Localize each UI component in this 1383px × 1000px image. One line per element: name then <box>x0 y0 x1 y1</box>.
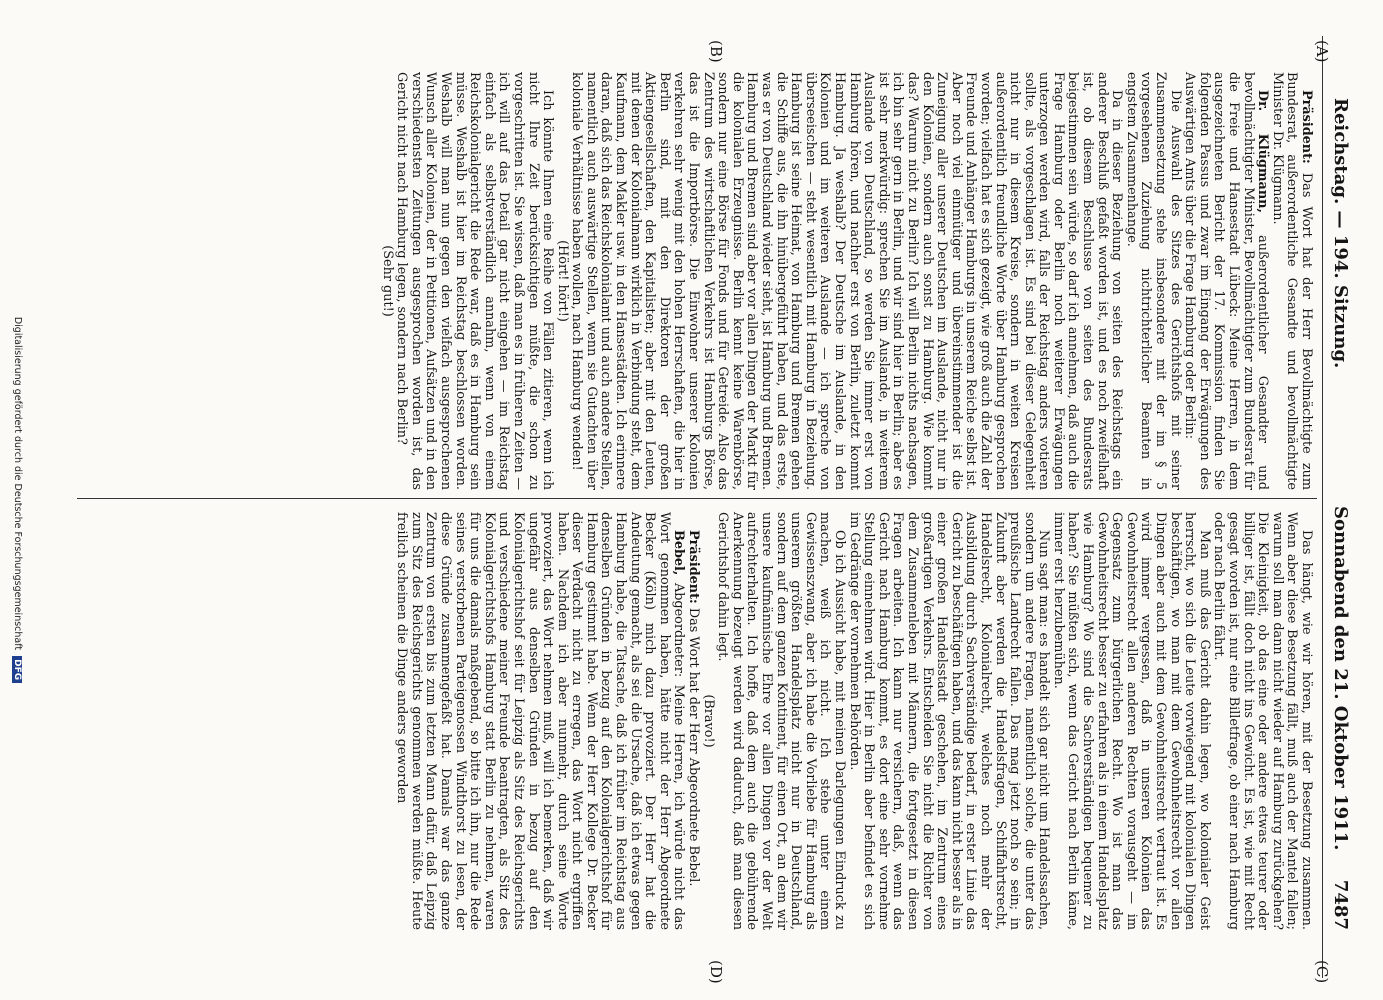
interjection: (Bravo!) <box>700 694 716 748</box>
page-header <box>1321 36 1351 978</box>
speaker-name: Präsident: <box>686 530 702 604</box>
text-column-left <box>379 72 1313 490</box>
header-session: Reichstag. — 194. Sitzung. <box>1330 98 1351 369</box>
quote-paragraph: Die Auswahl des Sitzes des Gerichtshofs mit seiner Zusammensetzung stehe insbesondere mit der im § 5 vorgesehenen Zuziehung nichtrichterlicher Beamten in engstem Zusammenhange. <box>1123 72 1183 490</box>
page-number: 7487 <box>1330 879 1351 930</box>
speaker-name: Präsident: <box>1299 90 1314 164</box>
paragraph: Da in dieser Beziehung von seiten des Reichstags ein anderer Beschluß gefaßt worden ist, und es noch zweifelhaft ist, ob diesem Beschlusse von seiten des Bundesrats beigestimmen sein würde, so darf ich annehmen, daß auch die Frage Hamburg oder Berlin noch weiterer Erwägungen unterzogen werden wird, falls der Reichstag anders votieren sollte, als vorgeschlagen ist. Es sind bei dieser Gelegenheit nicht nur in diesem Kreise, sondern in weiten Kreisen außerordentlich freundliche Worte über Hamburg gesprochen worden; vielfach hat es sich gezeigt, wie groß auch die Zahl der Freunde und Anhänger Hamburgs in unserem Reiche selbst ist. Aber noch viel einmütiger und übereinstimmender ist die Zuneigung aller unserer Deutschen im Auslande, nicht nur in den Kolonien, sondern auch sonst zu Hamburg. Wie kommt das? Warum nicht zu Berlin? Ich will Berlin nichts nachsagen, ich bin sehr gern in Berlin, und wir sind hier in Berlin; aber es ist sehr merkwürdig: sprechen Sie im Auslande, in weiterem Auslande von Deutschland, so werden Sie immer erst von Hamburg hören, und nachher erst von Berlin, zuletzt kommt Hamburg. Ja weshalb? Der Deutsche im Auslande, in den Kolonien und im weiteren Auslande — ich spreche von überseeischen — steht wesentlich mit Hamburg in Beziehung. Hamburg ist seine Heimat, von Hamburg und Bremen gehen die Schiffe aus, die ihn hinübergeführt haben, und das erste, was er von Deutschland wieder sieht, ist Hamburg und Bremen. Hamburg und Bremen sind aber vor allen Dingen der Markt für die kolonialen Erzeugnisse. Berlin kennt keine Warenbörse, sondern nur eine Börse für Fonds und für Getreide. Also das Zentrum des wirtschaftlichen Verkehrs ist Hamburgs Börse, das ist die Importbörse. Die Einwohner unserer Kolonien verkehren sehr wenig mit den hohen Herrschaften, die hier in Berlin sind, mit den Direktoren der großen Aktiengesellschaften, den Kapitalisten; aber mit den Leuten, mit denen der Kolonialmann wirklich in Verbindung steht, dem Kaufmann, dem Makler usw. in den Hansestädten. Ich erinnere daran, daß sich das Reichskolonialamt und auch andere Stellen, namentlich auch auswärtige Stellen, wenn sie Gutachten über koloniale Verhältnisse haben wollen, nach Hamburg wenden! <box>569 72 1125 490</box>
speaker-name: Dr. Klügmann, <box>1255 90 1271 213</box>
speaker-name: Bebel, <box>671 530 687 576</box>
paragraph: Nun sagt man: es handelt sich gar nicht um Handelssachen, sondern um andere Fragen, namentlich solche, die unter das preußische Landrecht fallen. Das mag jetzt noch so sein; in Zukunft aber werden die Handelsfragen, Schiffahrtsrecht, Handelsrecht, Kolonialrecht, welches noch mehr der Ausbildung durch Sachverständige bedarf, in erster Linie das Gericht zu beschäftigen haben, und das kann nicht besser als in einer großen Handelsstadt geschehen, im Zentrum eines großartigen Verkehrs. Entscheiden Sie nicht die Richter von dem Zusammenleben mit Männern, die fortgesetzt in diesen Fragen arbeiten. Ich kann nur versichern, daß, wenn das Gericht nach Hamburg kommt, es dort eine sehr vornehme Stellung einnehmen wird. Hier in Berlin aber befindet es sich im Gedränge der vornehmen Behörden. <box>846 512 1052 930</box>
margin-mark-c: (C) <box>1313 960 1331 984</box>
paragraph: Ich könnte Ihnen eine Reihe von Fällen zitieren, wenn ich nicht Ihre Zeit berücksichtigen müßte, die schon zu vorgeschritten ist. Sie wissen, daß man es in früheren Zeiten — ich will auf das Detail gar nicht eingehen — im Reichstag einfach als selbstverständlich annahm, wenn von einem Reichskolonialgericht die Rede war, daß es in Hamburg sein müsse. Weshalb ist hier im Reichstag beschlossen worden. Weshalb will man nun gegen den vielfach ausgesprochenen Wunsch aller Kolonien, der in Petitionen, Aufsätzen und in den verschiedensten Zeitungen ausgesprochen worden ist, das Gericht nicht nach Hamburg legen, sondern nach Berlin? <box>394 72 556 490</box>
paragraph <box>1182 72 1270 490</box>
column-divider <box>77 498 1317 499</box>
paragraph-text: Abgeordneter: Meine Herren, ich würde nicht das Wort genommen haben, hätte nicht der Herr Abgeordnete Becker (Köln) mich dazu provoziert. Der Herr hat die Andeutung gemacht, als sei die Ursache, daß ich etwas gegen Hamburg habe, die Tatsache, daß ich früher im Reichstag aus denselben Gründen in bezug auf den Kolonialgerichtshof für Hamburg gestimmt habe. Wenn der Herr Kollege Dr. Becker dieser Verdacht nicht zu erregen, das Wort nicht ergriffen haben. Nachdem ich aber nunmehr, durch seine Worte provoziert, das Wort nehmen muß, will ich bemerken, daß wir ungefähr aus denselben Gründen in bezug auf den Kolonialgerichtshof seit für Leipzig als Sitz des Reichsgerichts und verschiedene meiner Freunde beantragten, als Sitz des Kolonialgerichtshofs Hamburg statt Berlin zu nehmen, waren für uns die damals maßgebend, so bitte ich ihn, nur die Rede seines verstorbenen Parteigenossen Windthorst zu lesen, der diese Gründe zusammengefaßt hat. Damals war das ganze Zentrum von ersten bis zum letzten Mann dafür, daß Leipzig zum Sitz des Reichsgerichts genommen werden müßte. Heute freilich scheinen die Dinge anders geworden <box>394 512 687 930</box>
margin-mark-b: (B) <box>707 40 725 63</box>
text-column-right <box>394 512 1313 930</box>
margin-mark-d: (D) <box>707 960 725 984</box>
header-rule <box>1322 36 1323 978</box>
paragraph: Das hängt, wie wir hören, mit der Besetzung zusammen. Wenn aber diese Besetzung fällt, muß auch der Mantel fallen; warum soll man dann nicht wieder auf Hamburg zurückgehen? Die Kleinigkeit, ob das eine oder andere etwas teurer oder billiger ist, fällt doch nicht ins Gewicht. Es ist, wie mit Recht gesagt worden ist, nur eine Billetfrage, ob einer nach Hamburg oder nach Berlin fährt. <box>1211 512 1314 930</box>
interjection: (Sehr gut!) <box>379 245 395 317</box>
margin-mark-a: (A) <box>1313 40 1331 63</box>
paragraph-text: Das Wort hat der Herr Abgeordnete Bebel. <box>686 603 702 887</box>
paragraph-text: Das Wort hat der Herr Bevollmächtigte zum Bundesrat, außerordentliche Gesandte und bevollmächtigte Minister Dr. Klügmann. <box>1269 72 1314 490</box>
paragraph <box>1269 72 1313 490</box>
digitization-credit <box>12 0 23 1000</box>
interjection: (Hört! hört!) <box>554 240 570 322</box>
paragraph <box>685 512 700 930</box>
credit-text: Digitalisierung gefördert durch die Deutsche Forschungsgemeinschaft <box>12 316 23 651</box>
paragraph-text: außerordentlicher Gesandter und bevollmächtigter Minister, Bevollmächtigter zum Bundesrat für die Freie und Hansestadt Lübeck: Meine Herren, in dem ausgezeichneten Bericht der 17. Kommission finden Sie folgenden Passus und zwar im Eingang der Erwägungen des Auswärtigen Amts über die Frage Hamburg oder Berlin: <box>1182 72 1271 490</box>
dfg-logo: DFG <box>12 656 22 683</box>
paragraph <box>394 512 686 930</box>
paragraph: Ob ich Aussicht habe, mit meinen Darlegungen Eindruck zu machen, weiß ich nicht. Ich stehe unter einem Gewissenszwang, aber ich habe die Vorliebe für Hamburg als unserem größten Handelsplatz nicht nur in Deutschland, sondern auf dem ganzen Kontinent, für einen Ort, an dem wir unsere kaufmännische Ehre vor allen Dingen vor der Welt aufrechterhalten. Ich hoffe, daß dem auch die gebührende Anerkennung bezeugt werden wird dadurch, daß man diesen Gerichtshof dahin legt. <box>715 512 847 930</box>
paragraph: Man muß das Gericht dahin legen, wo kolonialer Geist herrscht, wo sich die Leute vorwiegend mit kolonialen Dingen beschäftigen, wo man mit dem Gewohnheitsrecht vor allen Dingen aber auch mit dem Gewohnheitsrecht vertraut ist. Es wird immer vergessen, daß in unseren Kolonien das Gewohnheitsrecht allen anderen Rechten vorausgeht — im Gegensatz zum bürgerlichen Recht. Wo ist man das Gewohnheitsrecht besser zu erfahren als in einem Handelsplatz wie Hamburg? Wo sind die Sachverständigen bequemer zu haben? Sie müßten sich, wenn das Gericht nach Berlin käme, immer erst herzubemühen. <box>1050 512 1212 930</box>
header-date: Sonnabend den 21. Oktober 1911. <box>1330 506 1351 851</box>
